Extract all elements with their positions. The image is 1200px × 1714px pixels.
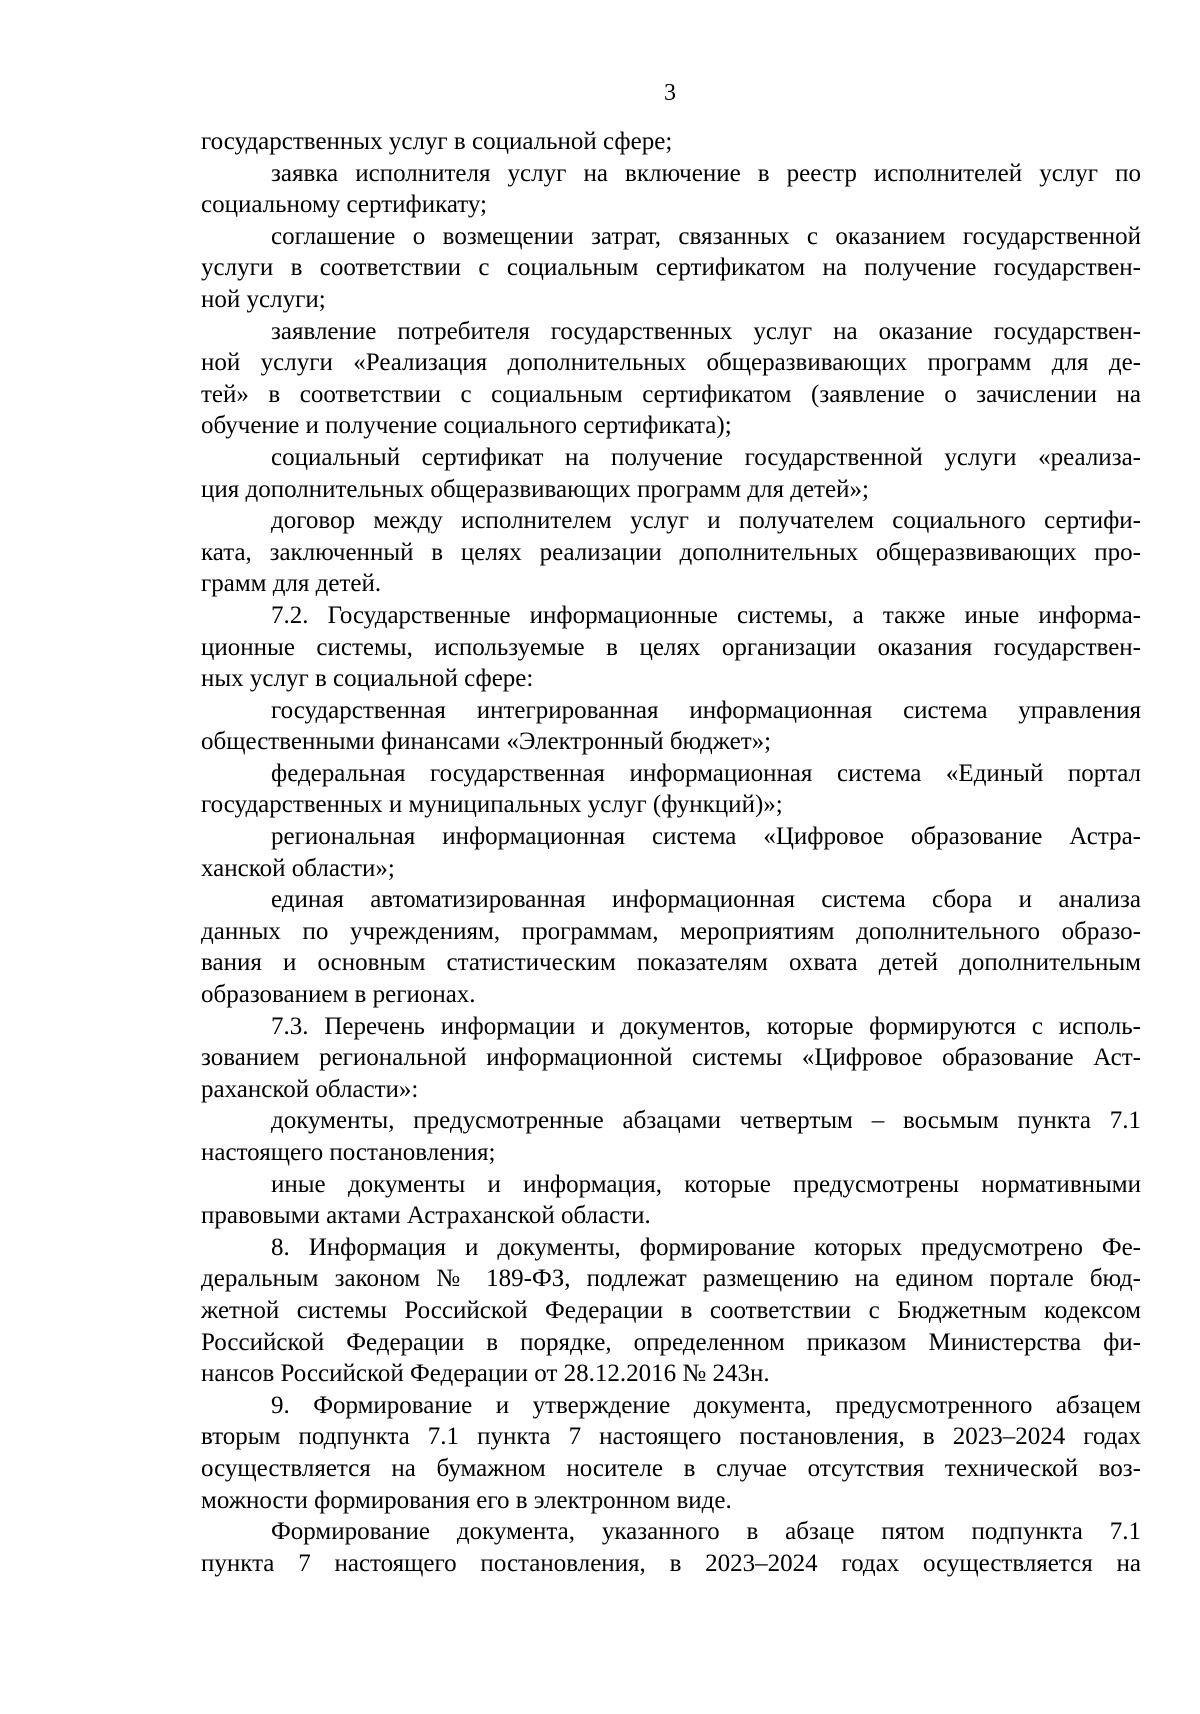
paragraph bbox=[201, 884, 1141, 1010]
text-line: региональная информационная система «Цифровое образование Астра- bbox=[271, 823, 1141, 851]
text-line: деральным законом № 189-ФЗ, подлежат размещению на едином портале бюд- bbox=[201, 1265, 1141, 1293]
text-line: нансов Российской Федерации от 28.12.2016 № 243н. bbox=[201, 1360, 770, 1388]
text-line: общественными финансами «Электронный бюджет»; bbox=[201, 728, 772, 756]
text-line: государственная интегрированная информационная система управления bbox=[271, 696, 1141, 724]
text-line: единая автоматизированная информационная система сбора и анализа bbox=[271, 886, 1141, 914]
text-line: Российской Федерации в порядке, определенном приказом Министерства фи- bbox=[201, 1328, 1141, 1356]
text-line: ханской области»; bbox=[201, 854, 395, 882]
text-line: данных по учреждениям, программам, мероприятиям дополнительного образо- bbox=[201, 917, 1141, 945]
paragraph bbox=[201, 505, 1141, 600]
text-line: образованием в регионах. bbox=[201, 981, 476, 1009]
text-line: 7.2. Государственные информационные системы, а также иные информа- bbox=[271, 601, 1141, 629]
paragraph bbox=[201, 221, 1141, 316]
text-line: документы, предусмотренные абзацами четвертым – восьмым пункта 7.1 bbox=[271, 1107, 1141, 1135]
text-line: правовыми актами Астраханской области. bbox=[201, 1202, 651, 1230]
paragraph bbox=[201, 316, 1141, 442]
text-line: тей» в соответствии с социальным сертификатом (заявление о зачислении на bbox=[201, 380, 1141, 408]
paragraph bbox=[201, 1232, 1141, 1390]
text-line: услуги в соответствии с социальным сертификатом на получение государствен- bbox=[201, 254, 1141, 282]
paragraph bbox=[201, 758, 1141, 821]
text-line: ных услуг в социальной сфере: bbox=[201, 665, 534, 693]
text-line: ката, заключенный в целях реализации дополнительных общеразвивающих про- bbox=[201, 538, 1141, 566]
text-line: осуществляется на бумажном носителе в случае отсутствия технической воз- bbox=[201, 1454, 1141, 1482]
paragraph bbox=[201, 821, 1141, 884]
paragraph bbox=[201, 126, 1141, 158]
text-line: соглашение о возмещении затрат, связанных с оказанием государственной bbox=[271, 222, 1141, 250]
paragraph bbox=[201, 158, 1141, 221]
text-line: 8. Информация и документы, формирование которых предусмотрено Фе- bbox=[271, 1233, 1141, 1261]
text-line: Формирование документа, указанного в абзаце пятом подпункта 7.1 bbox=[271, 1518, 1141, 1546]
text-line: иные документы и информация, которые предусмотрены нормативными bbox=[271, 1170, 1141, 1198]
paragraph bbox=[201, 1516, 1141, 1579]
document-body bbox=[201, 126, 1141, 1579]
paragraph bbox=[201, 1105, 1141, 1168]
text-line: договор между исполнителем услуг и получателем социального сертифи- bbox=[271, 507, 1141, 535]
text-line: социальному сертификату; bbox=[201, 191, 487, 219]
text-line: пункта 7 настоящего постановления, в 2023–2024 годах осуществляется на bbox=[201, 1549, 1141, 1577]
paragraph bbox=[201, 1169, 1141, 1232]
text-line: 7.3. Перечень информации и документов, которые формируются с исполь- bbox=[271, 1012, 1141, 1040]
text-line: настоящего постановления; bbox=[201, 1139, 496, 1166]
text-line: жетной системы Российской Федерации в соответствии с Бюджетным кодексом bbox=[201, 1296, 1141, 1324]
text-line: грамм для детей. bbox=[201, 570, 382, 598]
text-line: ной услуги «Реализация дополнительных общеразвивающих программ для де- bbox=[201, 349, 1141, 377]
text-line: ной услуги; bbox=[201, 285, 326, 313]
text-line: раханской области»: bbox=[201, 1075, 419, 1103]
text-line: государственных и муниципальных услуг (функций)»; bbox=[201, 791, 783, 819]
text-line: обучение и получение социального сертификата); bbox=[201, 412, 732, 440]
paragraph bbox=[201, 1390, 1141, 1516]
text-line: заявление потребителя государственных услуг на оказание государствен- bbox=[271, 317, 1141, 345]
text-line: ционные системы, используемые в целях организации оказания государствен- bbox=[201, 633, 1141, 661]
text-line: вания и основным статистическим показателям охвата детей дополнительным bbox=[201, 949, 1141, 977]
text-line: социальный сертификат на получение государственной услуги «реализа- bbox=[271, 443, 1141, 471]
paragraph bbox=[201, 600, 1141, 695]
text-line: заявка исполнителя услуг на включение в реестр исполнителей услуг по bbox=[271, 159, 1141, 187]
text-line: федеральная государственная информационная система «Единый портал bbox=[271, 759, 1141, 787]
paragraph bbox=[201, 442, 1141, 505]
text-line: ция дополнительных общеразвивающих программ для детей»; bbox=[201, 475, 869, 503]
text-line: вторым подпункта 7.1 пункта 7 настоящего постановления, в 2023–2024 годах bbox=[201, 1423, 1141, 1451]
text-line: 9. Формирование и утверждение документа, предусмотренного абзацем bbox=[271, 1391, 1141, 1419]
paragraph bbox=[201, 695, 1141, 758]
text-line: можности формирования его в электронном виде. bbox=[201, 1486, 732, 1514]
text-line: зованием региональной информационной системы «Цифровое образование Аст- bbox=[201, 1044, 1141, 1072]
page-number: 3 bbox=[664, 80, 676, 106]
paragraph bbox=[201, 1011, 1141, 1106]
text-line: государственных услуг в социальной сфере; bbox=[201, 128, 673, 155]
